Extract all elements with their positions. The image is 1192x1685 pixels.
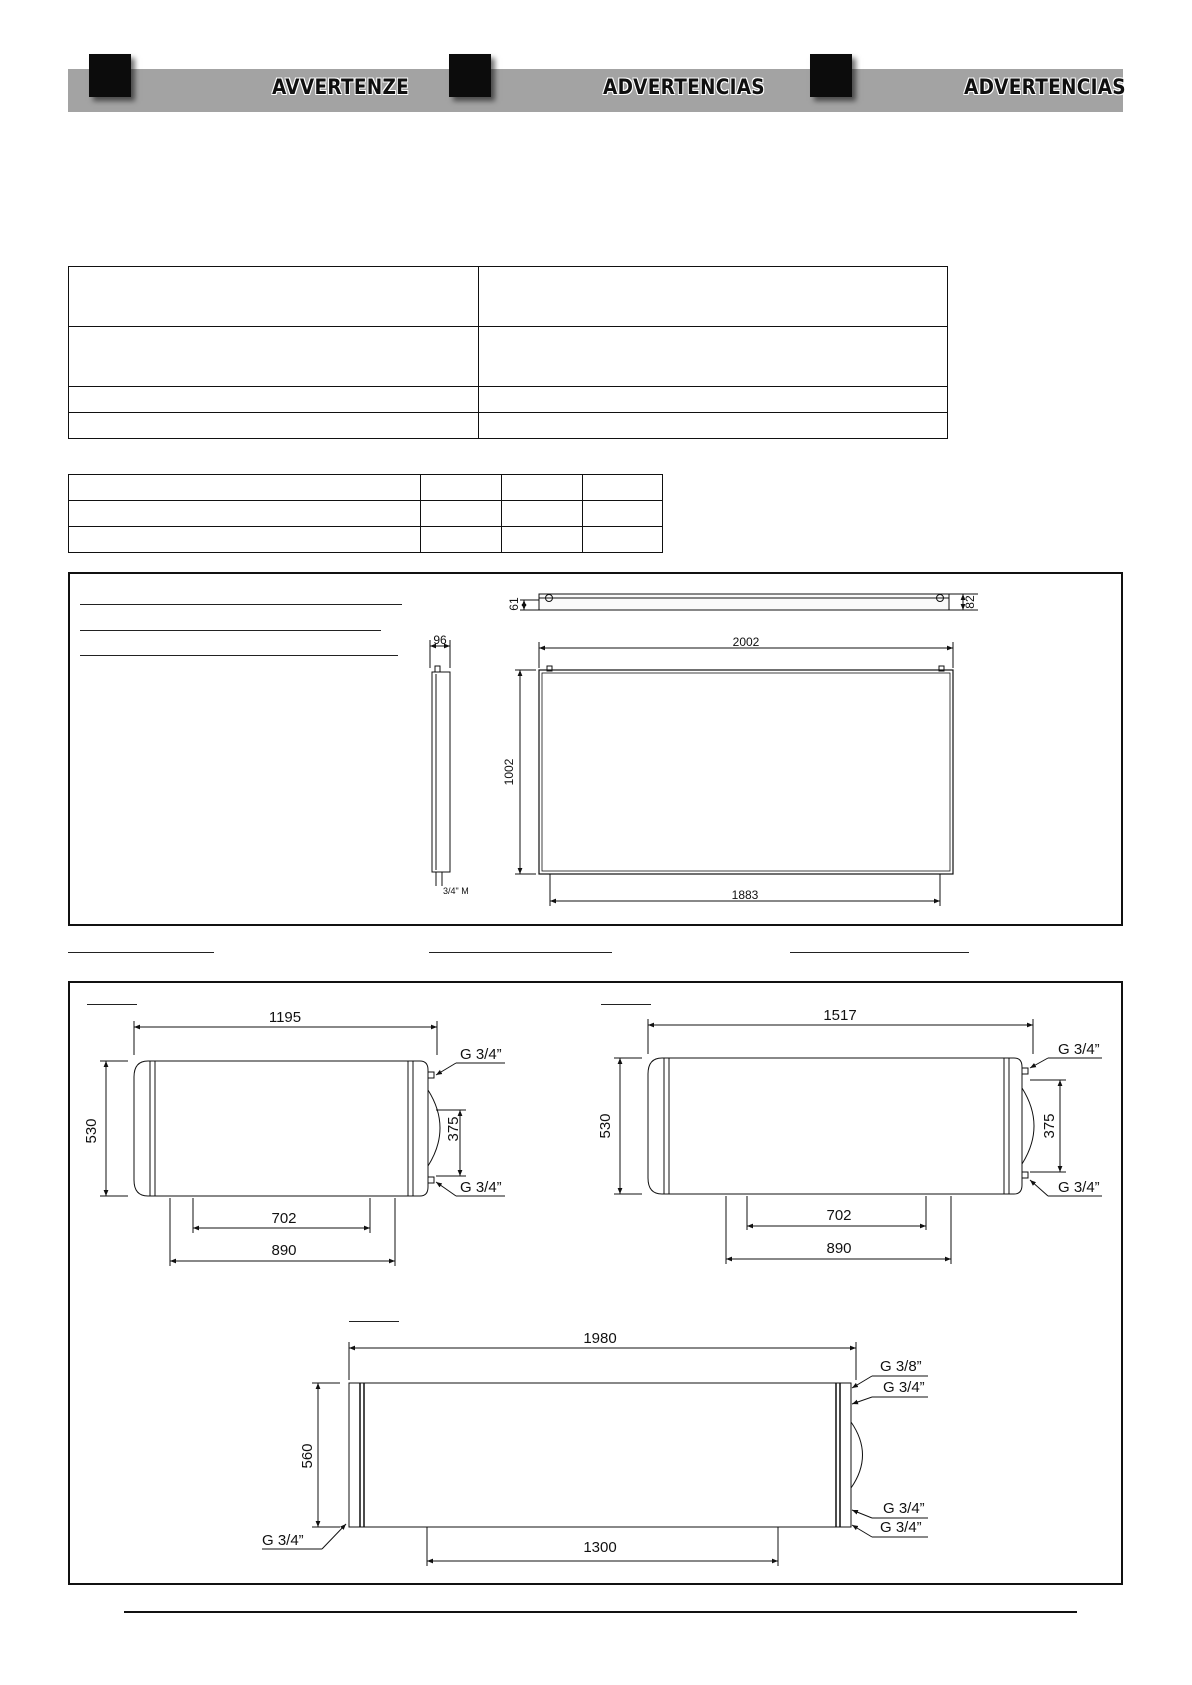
collector-front-view xyxy=(515,642,953,906)
tank-1-support-outer-label: 890 xyxy=(271,1242,297,1259)
tank-3-connection-left-label: G 3/4” xyxy=(262,1532,304,1549)
collector-top-right-height-label: 82 xyxy=(963,595,977,609)
tank-3-connection-1-label: G 3/8” xyxy=(880,1358,922,1375)
section-rule xyxy=(429,952,612,953)
tank-3-connection-3-label: G 3/4” xyxy=(883,1500,925,1517)
header-title-spanish: ADVERTENCIAS xyxy=(603,75,765,99)
tanks-drawing-box xyxy=(68,981,1123,1585)
tank-3-diameter-label: 560 xyxy=(299,1443,316,1469)
collector-side-view xyxy=(430,640,450,886)
tank-1-length-label: 1195 xyxy=(268,1009,302,1026)
tank-2-connection-spacing-label: 375 xyxy=(1041,1113,1058,1139)
tank-1-caption-rule xyxy=(87,1004,137,1005)
collector-top-view xyxy=(520,594,978,610)
tank-2-diameter-label: 530 xyxy=(597,1113,614,1139)
tank-2-length-label: 1517 xyxy=(823,1007,857,1024)
tank-3-length-label: 1980 xyxy=(583,1330,617,1347)
tank-2-support-outer-label: 890 xyxy=(826,1240,852,1257)
tank-1-connection-top-label: G 3/4” xyxy=(460,1046,502,1063)
tank-2-connection-top-label: G 3/4” xyxy=(1058,1041,1100,1058)
collector-depth-label: 96 xyxy=(433,633,447,647)
section-rule xyxy=(68,952,214,953)
tank-2-support-inner-label: 702 xyxy=(826,1207,852,1224)
collector-fitting-label: 3/4" M xyxy=(443,886,469,896)
tank-3-connection-4-label: G 3/4” xyxy=(880,1519,922,1536)
tank-3-connection-2-label: G 3/4” xyxy=(883,1379,925,1396)
tank-1-connection-spacing-label: 375 xyxy=(445,1116,462,1142)
tank-1-diameter-label: 530 xyxy=(83,1118,100,1144)
tank-3-caption-rule xyxy=(349,1321,399,1322)
collector-height-label: 1002 xyxy=(502,758,516,786)
collector-width-label: 2002 xyxy=(732,635,760,649)
header-title-italian: AVVERTENZE xyxy=(272,75,410,99)
section-rule xyxy=(790,952,969,953)
tank-1-connection-bottom-label: G 3/4” xyxy=(460,1179,502,1196)
header-title-spanish-2: ADVERTENCIAS xyxy=(964,75,1126,99)
tank-1-support-inner-label: 702 xyxy=(271,1210,297,1227)
collector-top-left-height-label: 61 xyxy=(507,597,521,611)
footer-rule xyxy=(124,1611,1077,1613)
tank-2-caption-rule xyxy=(601,1004,651,1005)
tank-3-support-spacing-label: 1300 xyxy=(583,1539,617,1556)
collector-bottom-spacing-label: 1883 xyxy=(731,888,759,902)
tank-2-connection-bottom-label: G 3/4” xyxy=(1058,1179,1100,1196)
